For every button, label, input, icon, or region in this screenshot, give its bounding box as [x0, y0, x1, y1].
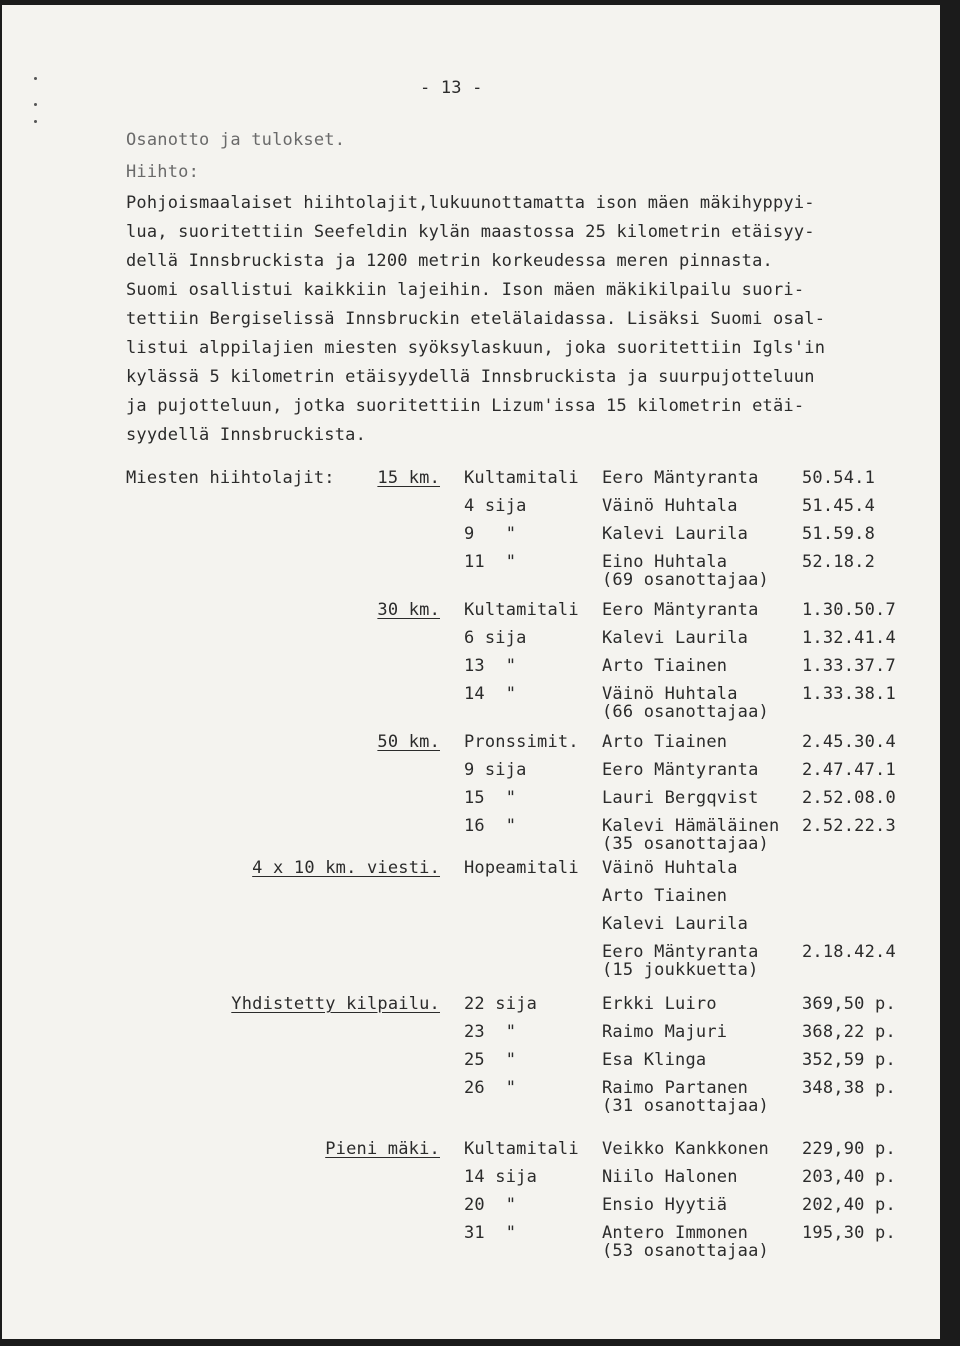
athlete-name: Raimo Partanen — [602, 1078, 749, 1098]
scan-speck — [34, 120, 37, 123]
result-value: 229,90 p. — [802, 1139, 896, 1159]
result-place: 22 sija — [464, 994, 538, 1014]
event-name: Pieni mäki. — [325, 1139, 440, 1159]
athlete-name: Raimo Majuri — [602, 1022, 728, 1042]
athlete-name: Kalevi Hämäläinen — [602, 816, 780, 836]
result-place: 25 " — [464, 1050, 517, 1070]
section-subheading: Hiihto: — [126, 162, 200, 182]
athlete-name: Väinö Huhtala — [602, 858, 738, 878]
result-place: 13 " — [464, 656, 517, 676]
athlete-name: Eero Mäntyranta — [602, 942, 759, 962]
result-place: Hopeamitali — [464, 858, 579, 878]
result-value: 1.30.50.7 — [802, 600, 896, 620]
athlete-name: Ensio Hyytiä — [602, 1195, 728, 1215]
intro-line: ja pujotteluun, jotka suoritettiin Lizum'issa 15 kilometrin etäi- — [126, 396, 805, 416]
result-value: 2.47.47.1 — [802, 760, 896, 780]
participant-count: (35 osanottajaa) — [602, 834, 769, 854]
result-place: 31 " — [464, 1223, 517, 1243]
result-value: 50.54.1 — [802, 468, 876, 488]
result-place: Pronssimit. — [464, 732, 579, 752]
result-value: 368,22 p. — [802, 1022, 896, 1042]
result-place: Kultamitali — [464, 1139, 579, 1159]
result-value: 352,59 p. — [802, 1050, 896, 1070]
result-value: 51.59.8 — [802, 524, 876, 544]
result-place: 14 sija — [464, 1167, 538, 1187]
result-value: 195,30 p. — [802, 1223, 896, 1243]
page-number: - 13 - — [420, 78, 483, 98]
participant-count: (31 osanottajaa) — [602, 1096, 769, 1116]
result-place: 9 " — [464, 524, 517, 544]
scan-border — [940, 5, 950, 1339]
result-value: 202,40 p. — [802, 1195, 896, 1215]
document-page — [2, 5, 950, 1339]
result-place: 15 " — [464, 788, 517, 808]
result-place: Kultamitali — [464, 600, 579, 620]
scan-speck — [34, 77, 37, 80]
intro-line: tettiin Bergiselissä Innsbruckin etelälaidassa. Lisäksi Suomi osal- — [126, 309, 826, 329]
section-label: Miesten hiihtolajit: — [126, 468, 335, 488]
intro-line: dellä Innsbruckista ja 1200 metrin korkeudessa meren pinnasta. — [126, 251, 773, 271]
result-place: 11 " — [464, 552, 517, 572]
result-value: 203,40 p. — [802, 1167, 896, 1187]
result-value: 348,38 p. — [802, 1078, 896, 1098]
result-place: 23 " — [464, 1022, 517, 1042]
athlete-name: Arto Tiainen — [602, 732, 728, 752]
athlete-name: Eino Huhtala — [602, 552, 728, 572]
participant-count: (53 osanottajaa) — [602, 1241, 769, 1261]
athlete-name: Kalevi Laurila — [602, 628, 749, 648]
result-value: 1.32.41.4 — [802, 628, 896, 648]
intro-line: Pohjoismaalaiset hiihtolajit,lukuunottamatta ison mäen mäkihyppyi- — [126, 193, 815, 213]
athlete-name: Kalevi Laurila — [602, 914, 749, 934]
page-heading: Osanotto ja tulokset. — [126, 130, 346, 150]
event-name: 4 x 10 km. viesti. — [252, 858, 440, 878]
result-place: 4 sija — [464, 496, 527, 516]
result-place: 6 sija — [464, 628, 527, 648]
event-name: 15 km. — [377, 468, 440, 488]
result-value: 1.33.38.1 — [802, 684, 896, 704]
athlete-name: Veikko Kankkonen — [602, 1139, 769, 1159]
athlete-name: Niilo Halonen — [602, 1167, 738, 1187]
result-place: 20 " — [464, 1195, 517, 1215]
intro-line: syydellä Innsbruckista. — [126, 425, 367, 445]
result-value: 369,50 p. — [802, 994, 896, 1014]
participant-count: (66 osanottajaa) — [602, 702, 769, 722]
result-place: 16 " — [464, 816, 517, 836]
participant-count: (15 joukkuetta) — [602, 960, 759, 980]
athlete-name: Arto Tiainen — [602, 886, 728, 906]
result-value: 51.45.4 — [802, 496, 876, 516]
event-name: 50 km. — [377, 732, 440, 752]
intro-line: listui alppilajien miesten syöksylaskuun, joka suoritettiin Igls'in — [126, 338, 826, 358]
athlete-name: Esa Klinga — [602, 1050, 707, 1070]
result-value: 2.45.30.4 — [802, 732, 896, 752]
athlete-name: Väinö Huhtala — [602, 496, 738, 516]
result-place: 26 " — [464, 1078, 517, 1098]
event-name: 30 km. — [377, 600, 440, 620]
athlete-name: Erkki Luiro — [602, 994, 717, 1014]
athlete-name: Eero Mäntyranta — [602, 600, 759, 620]
intro-line: lua, suoritettiin Seefeldin kylän maastossa 25 kilometrin etäisyy- — [126, 222, 815, 242]
athlete-name: Eero Mäntyranta — [602, 468, 759, 488]
participant-count: (69 osanottajaa) — [602, 570, 769, 590]
athlete-name: Eero Mäntyranta — [602, 760, 759, 780]
athlete-name: Antero Immonen — [602, 1223, 749, 1243]
athlete-name: Väinö Huhtala — [602, 684, 738, 704]
result-place: Kultamitali — [464, 468, 579, 488]
result-place: 14 " — [464, 684, 517, 704]
athlete-name: Lauri Bergqvist — [602, 788, 759, 808]
event-name: Yhdistetty kilpailu. — [231, 994, 440, 1014]
result-value: 2.52.08.0 — [802, 788, 896, 808]
intro-line: kylässä 5 kilometrin etäisyydellä Innsbruckista ja suurpujotteluun — [126, 367, 815, 387]
athlete-name: Kalevi Laurila — [602, 524, 749, 544]
result-value: 2.18.42.4 — [802, 942, 896, 962]
result-value: 52.18.2 — [802, 552, 876, 572]
result-place: 9 sija — [464, 760, 527, 780]
result-value: 2.52.22.3 — [802, 816, 896, 836]
athlete-name: Arto Tiainen — [602, 656, 728, 676]
result-value: 1.33.37.7 — [802, 656, 896, 676]
scan-speck — [34, 103, 37, 106]
intro-line: Suomi osallistui kaikkiin lajeihin. Ison mäen mäkikilpailu suori- — [126, 280, 805, 300]
